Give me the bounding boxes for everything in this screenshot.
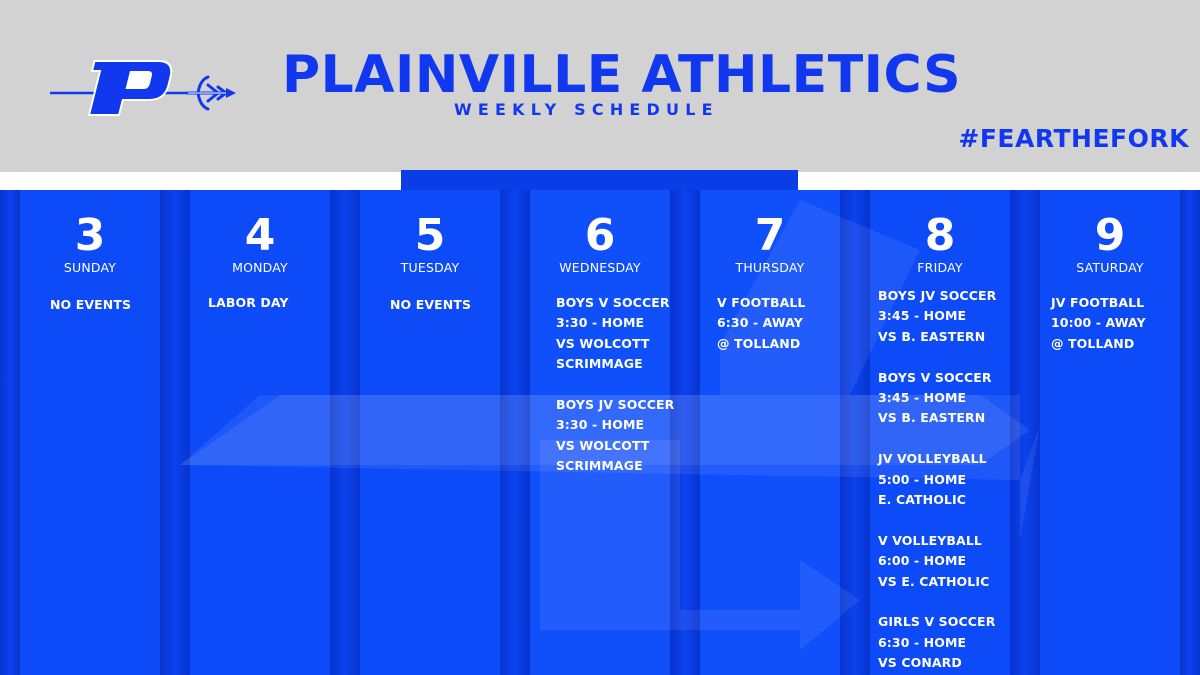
day-thursday [685, 190, 855, 675]
event-opponent: VS B. EASTERN [878, 328, 986, 344]
event-sport: BOYS JV SOCCER [556, 397, 675, 413]
day-sunday [5, 190, 175, 675]
schedule-board [0, 190, 1200, 675]
day-number: 8 [924, 210, 956, 261]
day-saturday [1025, 190, 1195, 675]
event-opponent: @ TOLLAND [1051, 335, 1135, 351]
day-number: 9 [1094, 210, 1126, 261]
event-opponent: E. CATHOLIC [878, 492, 967, 508]
event-time: 3:30 - HOME [556, 315, 645, 331]
event-time: 3:45 - HOME [878, 308, 967, 324]
event-sport: V FOOTBALL [717, 295, 806, 310]
event-time: 5:00 - HOME [878, 471, 967, 487]
event-opponent: VS E. CATHOLIC [878, 573, 990, 589]
day-number: 5 [414, 210, 446, 261]
event-sport: V VOLLEYBALL [878, 532, 982, 548]
event-item [878, 286, 1048, 347]
event-line: NO EVENTS [390, 297, 472, 312]
event-time: 6:00 - HOME [878, 553, 967, 569]
event-opponent: VS B. EASTERN [878, 410, 986, 426]
day-name: THURSDAY [735, 260, 805, 275]
event-note: SCRIMMAGE [556, 356, 643, 372]
day-number: 4 [244, 210, 276, 261]
day-wednesday [515, 190, 685, 675]
day-name: WEDNESDAY [559, 260, 641, 275]
day-name: SATURDAY [1076, 260, 1144, 275]
event-time: 3:45 - HOME [878, 390, 967, 406]
day-number: 7 [754, 210, 786, 261]
event-line: LABOR DAY [208, 295, 289, 310]
day-name: TUESDAY [400, 260, 460, 275]
event-opponent: VS WOLCOTT [556, 335, 650, 351]
day-tuesday [345, 190, 515, 675]
event-time: 10:00 - AWAY [1051, 315, 1146, 331]
event-sport: JV FOOTBALL [1051, 295, 1145, 310]
day-name: FRIDAY [917, 260, 963, 275]
event-opponent: @ TOLLAND [717, 335, 801, 351]
day-friday [855, 190, 1025, 675]
hashtag: #FEARTHEFORK [958, 124, 1189, 153]
event-list [1051, 293, 1200, 375]
plainville-trident-logo-icon [48, 55, 240, 121]
event-time: 6:30 - HOME [878, 634, 967, 650]
event-item [878, 612, 1048, 673]
event-item [878, 531, 1048, 592]
event-sport: BOYS V SOCCER [878, 369, 992, 385]
day-number: 6 [584, 210, 616, 261]
day-name: MONDAY [232, 260, 288, 275]
event-item [878, 368, 1048, 429]
event-opponent: VS CONARD [878, 655, 962, 671]
page-title: PLAINVILLE ATHLETICS [282, 45, 962, 105]
event-item [878, 449, 1048, 510]
divider-accent [401, 170, 798, 190]
event-list [878, 286, 1048, 675]
day-monday [175, 190, 345, 675]
event-sport: BOYS V SOCCER [556, 295, 670, 310]
event-note: SCRIMMAGE [556, 458, 643, 474]
event-time: 6:30 - AWAY [717, 315, 803, 331]
day-name: SUNDAY [63, 260, 117, 275]
event-time: 3:30 - HOME [556, 417, 645, 433]
event-item [1051, 293, 1200, 354]
event-sport: JV VOLLEYBALL [878, 451, 987, 467]
page-subtitle: WEEKLY SCHEDULE [454, 100, 719, 119]
event-sport: GIRLS V SOCCER [878, 614, 996, 630]
event-opponent: VS WOLCOTT [556, 437, 650, 453]
event-sport: BOYS JV SOCCER [878, 288, 997, 303]
day-number: 3 [74, 210, 106, 261]
event-line: NO EVENTS [50, 297, 132, 312]
